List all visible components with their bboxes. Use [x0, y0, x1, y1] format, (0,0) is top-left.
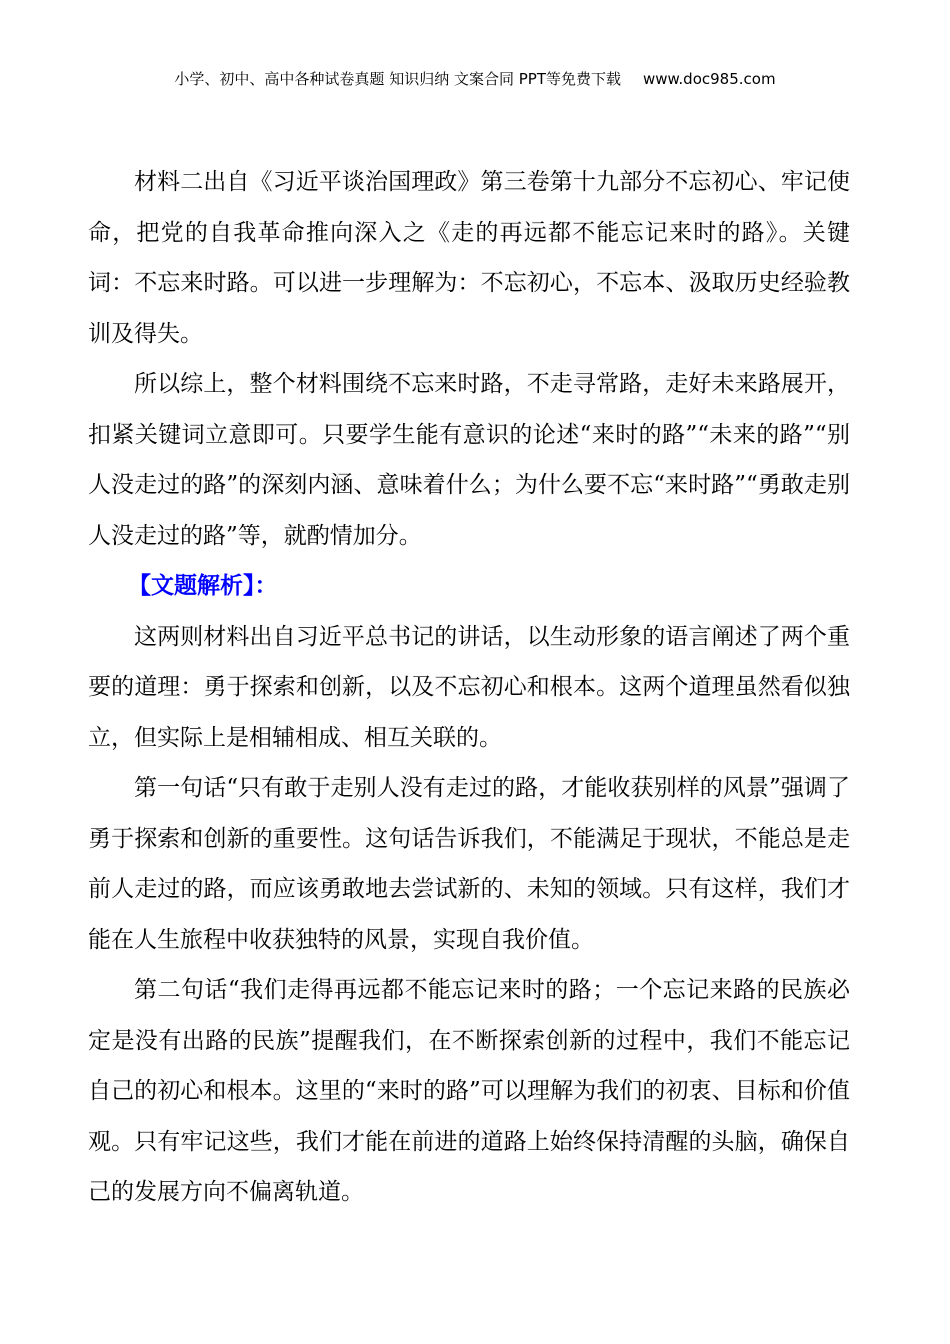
- page-header: [0, 68, 950, 89]
- paragraph: 材料二出自《习近平谈治国理政》第三卷第十九部分不忘初心、牢记使命，把党的自我革命推向深入之《走的再远都不能忘记来时的路》。关键词：不忘来时路。可以进一步理解为：不忘初心，不忘本、汲取历史经验教训及得失。: [88, 169, 850, 347]
- paragraph: 第一句话“只有敢于走别人没有走过的路，才能收获别样的风景”强调了勇于探索和创新的重要性。这句话告诉我们，不能满足于现状，不能总是走前人走过的路，而应该勇敢地去尝试新的、未知的领域。只有这样，我们才能在人生旅程中收获独特的风景，实现自我价值。: [88, 775, 850, 953]
- section-title: 【文题解析】：: [128, 573, 278, 599]
- header-text: 小学、初中、高中各种试卷真题 知识归纳 文案合同 PPT等免费下载: [174, 70, 621, 88]
- document-body: [88, 157, 850, 1218]
- paragraph: 这两则材料出自习近平总书记的讲话，以生动形象的语言阐述了两个重要的道理：勇于探索和创新，以及不忘初心和根本。这两个道理虽然看似独立，但实际上是相辅相成、相互关联的。: [88, 623, 850, 751]
- paragraph: 所以综上，整个材料围绕不忘来时路，不走寻常路，走好未来路展开，扣紧关键词立意即可。只要学生能有意识的论述“来时的路”“未来的路”“别人没走过的路”的深刻内涵、意味着什么；为什么要不忘“来时路”“勇敢走别人没走过的路”等，就酌情加分。: [88, 371, 850, 549]
- header-site-link[interactable]: www.doc985.com: [642, 70, 776, 88]
- paragraph: 第二句话“我们走得再远都不能忘记来时的路；一个忘记来路的民族必定是没有出路的民族”提醒我们，在不断探索创新的过程中，我们不能忘记自己的初心和根本。这里的“来时的路”可以理解为我们的初衷、目标和价值观。只有牢记这些，我们才能在前进的道路上始终保持清醒的头脑，确保自己的发展方向不偏离轨道。: [88, 977, 850, 1205]
